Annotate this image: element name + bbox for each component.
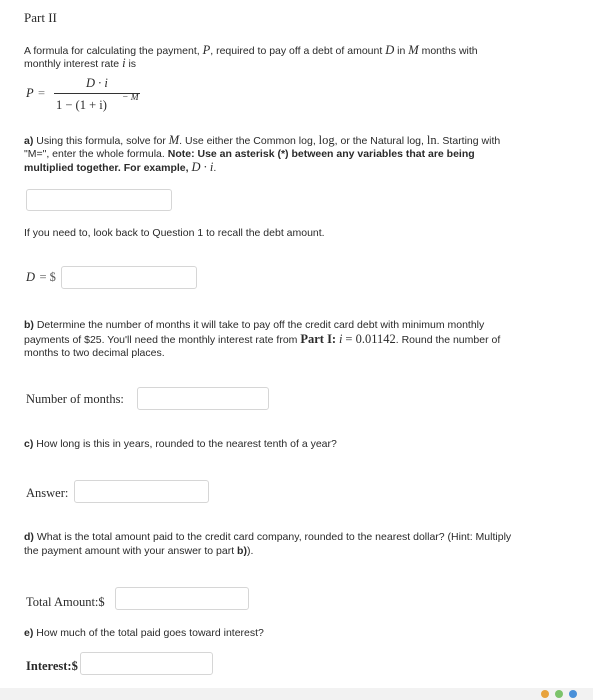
- intro-line1-a: A formula for calculating the payment,: [24, 45, 200, 57]
- part-d-text1: What is the total amount paid to the credit card company, rounded to the nearest dollar? (Hint: Multiply: [36, 531, 512, 543]
- part-b-line3: months to two decimal places.: [24, 347, 165, 359]
- part-b-text2: payments of $25. You'll need the monthly interest rate from: [24, 334, 298, 346]
- part-b-ref: b): [237, 545, 247, 557]
- app-icon-2[interactable]: [555, 690, 563, 698]
- months-label: Number of months:: [26, 392, 124, 406]
- formula-lhs: P: [26, 86, 34, 100]
- page-title: Part II: [24, 10, 57, 25]
- months-answer-box[interactable]: [137, 387, 269, 410]
- debt-answer-box[interactable]: [61, 266, 197, 289]
- part-e-text: How much of the total paid goes toward interest?: [36, 627, 264, 639]
- interest-answer-box[interactable]: [80, 652, 213, 675]
- intro-line2: [24, 56, 136, 72]
- total-label: Total Amount:$: [26, 595, 105, 609]
- part-b-line1: [24, 318, 484, 333]
- formula-denominator: [56, 98, 107, 113]
- ln-symbol: ln: [426, 133, 437, 147]
- recall-text: If you need to, look back to Question 1 to recall the debt amount.: [24, 227, 325, 239]
- part-a-label: a): [24, 135, 34, 147]
- var-D-debt: D: [26, 270, 36, 284]
- debt-eq: = $: [39, 270, 56, 284]
- total-input[interactable]: [116, 588, 248, 609]
- var-P: P: [202, 43, 211, 57]
- part-d-line2: [24, 544, 253, 559]
- interest-label: Interest:$: [26, 659, 78, 673]
- app-icon-3[interactable]: [569, 690, 577, 698]
- part-a-end: .: [213, 162, 217, 174]
- part-c-label: c): [24, 438, 34, 450]
- intro-line2-b: is: [128, 58, 137, 70]
- part-a-text2: . Use either the Common log,: [179, 135, 316, 147]
- example-expr: D · i: [191, 160, 214, 174]
- part-a-note2: multiplied together. For example,: [24, 162, 189, 174]
- var-D: D: [385, 43, 395, 57]
- var-i-b: i: [339, 332, 343, 346]
- denominator-text: 1 − (1 + i): [56, 98, 107, 112]
- interest-input[interactable]: [81, 653, 212, 674]
- var-M-a: M: [168, 133, 180, 147]
- part-a-text4: . Starting with: [436, 135, 501, 147]
- var-i: i: [122, 56, 126, 70]
- part-e-line: [24, 626, 264, 641]
- part-c-line: [24, 437, 337, 452]
- part-b-text3: . Round the number of: [395, 334, 501, 346]
- part-d-text2: the payment amount with your answer to part: [24, 545, 235, 557]
- part-d-label: d): [24, 531, 34, 543]
- part-d-line1: [24, 530, 511, 545]
- formula-numerator: D · i: [86, 76, 108, 90]
- months-input[interactable]: [138, 388, 268, 409]
- intro-line1-d: months with: [421, 45, 478, 57]
- part-c-text: How long is this in years, rounded to the nearest tenth of a year?: [36, 438, 337, 450]
- debt-input[interactable]: [62, 267, 196, 288]
- part-b-text1: Determine the number of months it will take to pay off the credit card debt with minimum monthly: [36, 319, 485, 331]
- intro-line1-b: , required to pay off a debt of amount: [210, 45, 383, 57]
- formula-exponent: − M: [122, 93, 139, 103]
- part-a-text5: "M=", enter the whole formula.: [24, 148, 165, 160]
- years-answer-box[interactable]: [74, 480, 209, 503]
- part-I-ref: Part I:: [300, 332, 337, 346]
- part-a-text1: Using this formula, solve for: [36, 135, 166, 147]
- part-a-note1: Note: Use an asterisk (*) between any variables that are being: [167, 148, 475, 160]
- app-icon-1[interactable]: [541, 690, 549, 698]
- log-symbol: log: [318, 133, 335, 147]
- debt-label: [26, 268, 56, 286]
- part-a-line3: [24, 160, 216, 176]
- formula-equals: =: [38, 86, 46, 100]
- years-input[interactable]: [75, 481, 208, 502]
- formula-answer-box[interactable]: [26, 189, 172, 211]
- var-M: M: [408, 43, 419, 57]
- total-answer-box[interactable]: [115, 587, 249, 610]
- part-a-text3: , or the Natural log,: [334, 135, 424, 147]
- rate-value: = 0.01142: [345, 332, 396, 346]
- part-d-end: ).: [246, 545, 254, 557]
- formula-input[interactable]: [27, 190, 171, 210]
- bottom-toolbar-edge: [0, 688, 593, 700]
- part-e-label: e): [24, 627, 34, 639]
- years-label: Answer:: [26, 486, 69, 500]
- intro-line2-a: monthly interest rate: [24, 58, 120, 70]
- intro-line1-c: in: [397, 45, 406, 57]
- part-b-label: b): [24, 319, 34, 331]
